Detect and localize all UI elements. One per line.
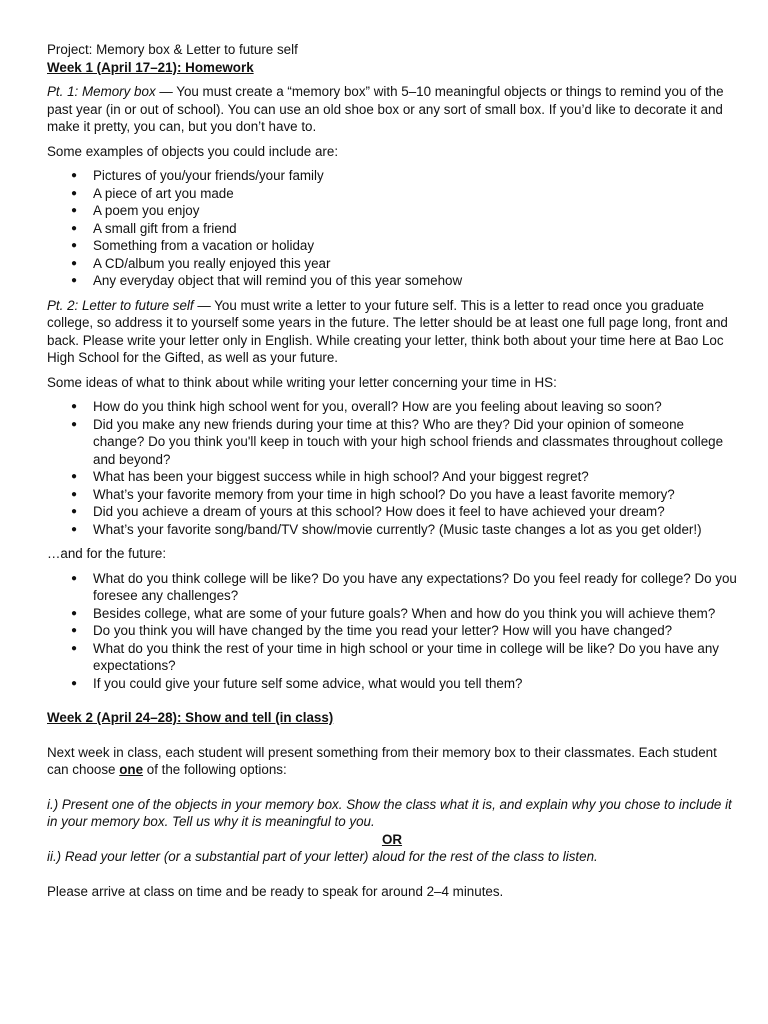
list-item: ● A piece of art you made <box>47 185 737 203</box>
option-2: ii.) Read your letter (or a substantial part of your letter) aloud for the rest of the class to listen. <box>47 849 598 864</box>
future-ideas-intro: …and for the future: <box>47 546 167 561</box>
examples-intro: Some examples of objects you could include are: <box>47 143 339 159</box>
list-item: ● Did you achieve a dream of yours at this school? How does it feel to have achieved your dream? <box>47 503 737 521</box>
list-item: ● What do you think college will be like? Do you have any expectations? Do you feel ready for college? Do you foresee any challenges? <box>47 570 737 605</box>
hs-ideas-intro: Some ideas of what to think about while writing your letter concerning your time in HS: <box>47 374 557 390</box>
week2-intro-emphasis: one <box>119 762 144 777</box>
list-item: ● What do you think the rest of your time in high school or your time in college will be like? Do you have any expectations? <box>47 640 737 675</box>
list-item: ● What has been your biggest success while in high school? And your biggest regret? <box>47 468 737 486</box>
option-1: i.) Present one of the objects in your memory box. Show the class what it is, and explain why you chose to include it in your memory box. Tell us why it is meaningful to you. <box>47 796 732 829</box>
week2-intro-after: of the following options: <box>143 762 287 777</box>
week2-intro <box>47 744 737 779</box>
list-item: ● If you could give your future self some advice, what would you tell them? <box>47 675 737 693</box>
list-item: ● Something from a vacation or holiday <box>47 237 737 255</box>
pt2-label: Pt. 2: Letter to future self <box>47 297 194 313</box>
list-item: ● What’s your favorite memory from your time in high school? Do you have a least favorite memory? <box>47 486 737 504</box>
pt2-text: — You must write a letter to your future self. This is a letter to read once you graduate college, so address it to yourself some years in the future. The letter should be at least one full page long, front and back. Please write your letter only in English. While creating your letter, think both about your time here at Bao Loc High School for the Gifted, as well as your future. <box>47 297 728 365</box>
project-title: Project: Memory box & Letter to future self <box>47 42 298 57</box>
week2-intro-before: Next week in class, each student will present something from their memory box to their classmates. Each student can choose <box>47 744 717 777</box>
future-ideas-list <box>47 570 737 693</box>
list-item: ● Any everyday object that will remind you of this year somehow <box>47 272 737 290</box>
pt1-label: Pt. 1: Memory box <box>47 84 156 99</box>
document-body <box>47 41 737 900</box>
week1-heading: Week 1 (April 17–21): Homework <box>47 59 254 75</box>
list-item: ● A poem you enjoy <box>47 202 737 220</box>
list-item: ● Besides college, what are some of your future goals? When and how do you think you will achieve them? <box>47 605 737 623</box>
list-item: ● How do you think high school went for you, overall? How are you feeling about leaving so soon? <box>47 398 737 416</box>
list-item: ● A small gift from a friend <box>47 220 737 238</box>
list-item: ● Do you think you will have changed by the time you read your letter? How will you have changed? <box>47 622 737 640</box>
list-item: ● What’s your favorite song/band/TV show/movie currently? (Music taste changes a lot as you get older!) <box>47 521 737 539</box>
week2-heading: Week 2 (April 24–28): Show and tell (in class) <box>47 710 334 725</box>
pt1-paragraph <box>47 83 737 136</box>
pt2-paragraph <box>47 297 737 367</box>
hs-ideas-list <box>47 398 737 538</box>
examples-list <box>47 167 737 290</box>
closing-note: Please arrive at class on time and be ready to speak for around 2–4 minutes. <box>47 883 504 899</box>
list-item: ● Did you make any new friends during your time at this? Who are they? Did your opinion of someone change? Do you think you'll keep in touch with your high school friends and classmates throughout college and beyond? <box>47 416 737 469</box>
pt1-text: — You must create a “memory box” with 5–10 meaningful objects or things to remind you of the past year (in or out of school). You can use an old shoe box or any sort of small box. If you’d like to decorate it and make it pretty, you can, but you don’t have to. <box>47 84 724 134</box>
list-item: ● Pictures of you/your friends/your family <box>47 167 737 185</box>
list-item: ● A CD/album you really enjoyed this year <box>47 255 737 273</box>
or-separator: OR <box>381 831 403 847</box>
